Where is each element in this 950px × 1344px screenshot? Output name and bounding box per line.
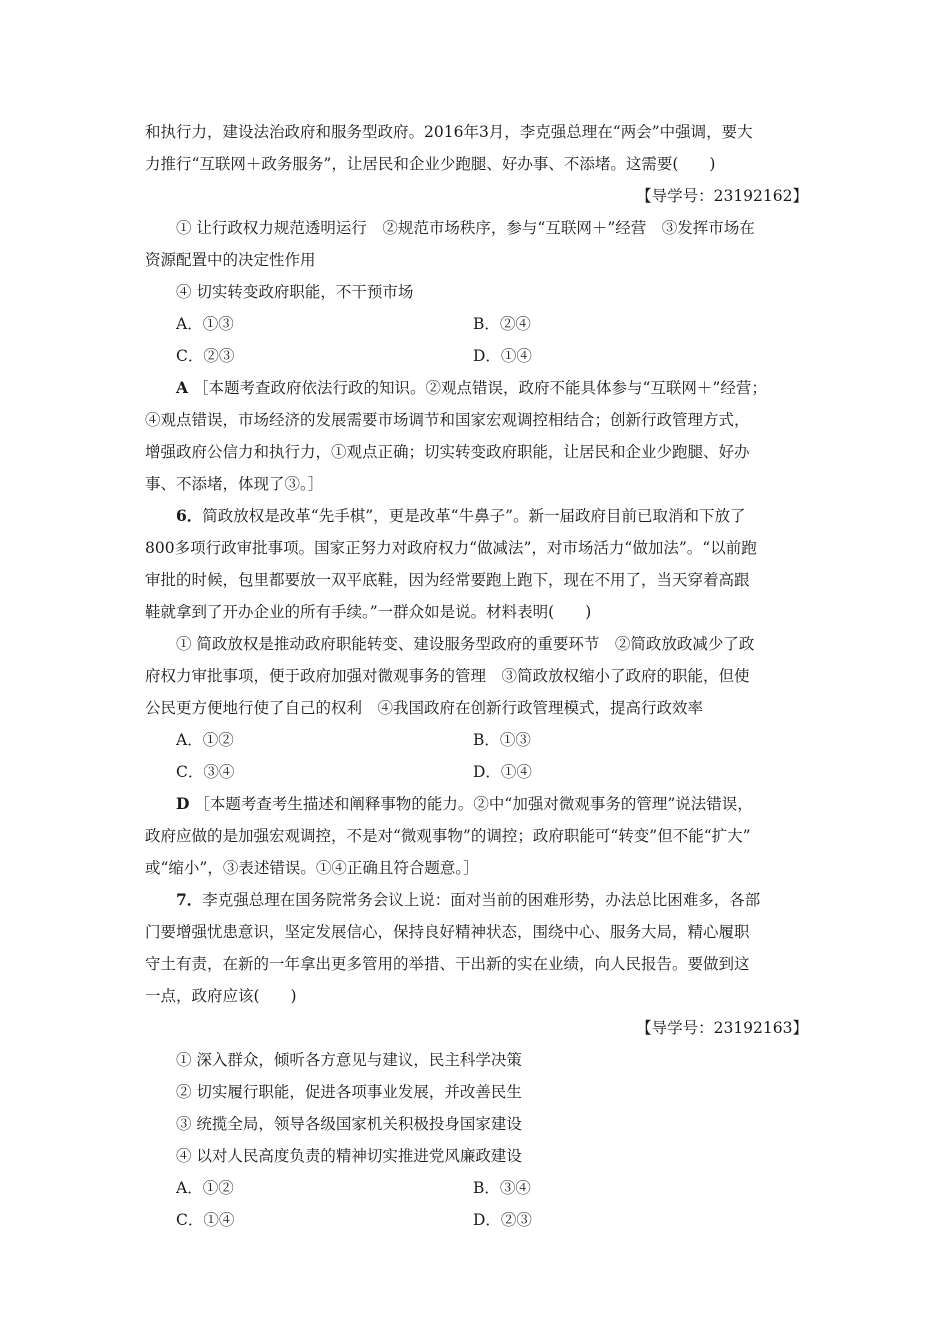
text-line: 鞋就拿到了开办企业的所有手续。”一群众如是说。材料表明( ) (145, 603, 592, 621)
choice-a: A．①② (176, 1179, 234, 1197)
choice-d: D．①④ (473, 347, 532, 365)
choice-c: C．③④ (176, 763, 235, 781)
option-statement: ④ 切实转变政府职能，不干预市场 (176, 283, 414, 301)
choice-c: C．②③ (176, 347, 235, 365)
option-statement: ③ 统揽全局，领导各级国家机关积极投身国家建设 (176, 1115, 522, 1133)
text-line: 一点，政府应该( ) (145, 987, 297, 1005)
answer-explanation: ［本题考查政府依法行政的知识。②观点错误，政府不能具体参与“互联网＋”经营； (192, 379, 767, 397)
answer-key: D (176, 794, 190, 813)
choice-c: C．①④ (176, 1211, 235, 1229)
choice-a: A．①② (176, 731, 234, 749)
study-code: 【导学号：23192163】 (636, 1019, 808, 1037)
question-7 (176, 890, 836, 910)
choice-d: D．①④ (473, 763, 532, 781)
study-code: 【导学号：23192162】 (636, 187, 808, 205)
answer-line (176, 794, 836, 814)
answer-explanation: ［本题考查考生描述和阐释事物的能力。②中“加强对微观事务的管理”说法错误， (194, 795, 753, 813)
text-line: 公民更方便地行使了自己的权利 ④我国政府在创新行政管理模式，提高行政效率 (145, 699, 704, 717)
choice-d: D．②③ (473, 1211, 532, 1229)
text-line: 政府应做的是加强宏观调控，不是对“微观事物”的调控；政府职能可“转变”但不能“扩大” (145, 827, 751, 845)
option-statement: ① 深入群众，倾听各方意见与建议，民主科学决策 (176, 1051, 522, 1069)
text-line: 审批的时候，包里都要放一双平底鞋，因为经常要跑上跑下，现在不用了，当天穿着高跟 (145, 571, 750, 589)
option-statement: ② 切实履行职能，促进各项事业发展，并改善民生 (176, 1083, 522, 1101)
question-stem: 简政放权是改革“先手棋”，更是改革“牛鼻子”。新一届政府目前已取消和下放了 (202, 507, 746, 525)
text-line: 守土有责，在新的一年拿出更多管用的举措、干出新的实在业绩，向人民报告。要做到这 (145, 955, 750, 973)
option-statement: ① 让行政权力规范透明运行 ②规范市场秩序，参与“互联网＋”经营 ③发挥市场在 (176, 219, 755, 237)
text-line: 事、不添堵，体现了③。］ (145, 475, 324, 493)
text-line: ④观点错误，市场经济的发展需要市场调节和国家宏观调控相结合；创新行政管理方式， (145, 411, 750, 429)
question-6 (176, 506, 836, 526)
choice-a: A．①③ (176, 315, 234, 333)
question-stem: 李克强总理在国务院常务会议上说：面对当前的困难形势，办法总比困难多，各部 (202, 891, 761, 909)
choice-b: B．①③ (473, 731, 531, 749)
text-line: 或“缩小”，③表述错误。①④正确且符合题意。］ (145, 859, 479, 877)
text-line: 800多项行政审批事项。国家正努力对政府权力“做减法”，对市场活力“做加法”。“以前跑 (145, 539, 757, 557)
option-statement: ① 简政放权是推动政府职能转变、建设服务型政府的重要环节 ②简政放政减少了政 (176, 635, 755, 653)
answer-line (176, 378, 836, 398)
text-line: 府权力审批事项，便于政府加强对微观事务的管理 ③简政放权缩小了政府的职能，但使 (145, 667, 750, 685)
question-number: 7． (176, 890, 203, 909)
answer-key: A (176, 378, 189, 397)
text-line: 力推行“互联网＋政务服务”，让居民和企业少跑腿、好办事、不添堵。这需要( ) (145, 155, 716, 173)
choice-b: B．②④ (473, 315, 531, 333)
text-line: 和执行力，建设法治政府和服务型政府。2016年3月，李克强总理在“两会”中强调，要大 (145, 123, 753, 141)
text-line: 增强政府公信力和执行力，①观点正确；切实转变政府职能，让居民和企业少跑腿、好办 (145, 443, 750, 461)
choice-b: B．③④ (473, 1179, 531, 1197)
option-statement: 资源配置中的决定性作用 (145, 251, 316, 269)
question-number: 6． (176, 506, 203, 525)
option-statement: ④ 以对人民高度负责的精神切实推进党风廉政建设 (176, 1147, 522, 1165)
text-line: 门要增强忧患意识，坚定发展信心，保持良好精神状态，围绕中心、服务大局，精心履职 (145, 923, 750, 941)
